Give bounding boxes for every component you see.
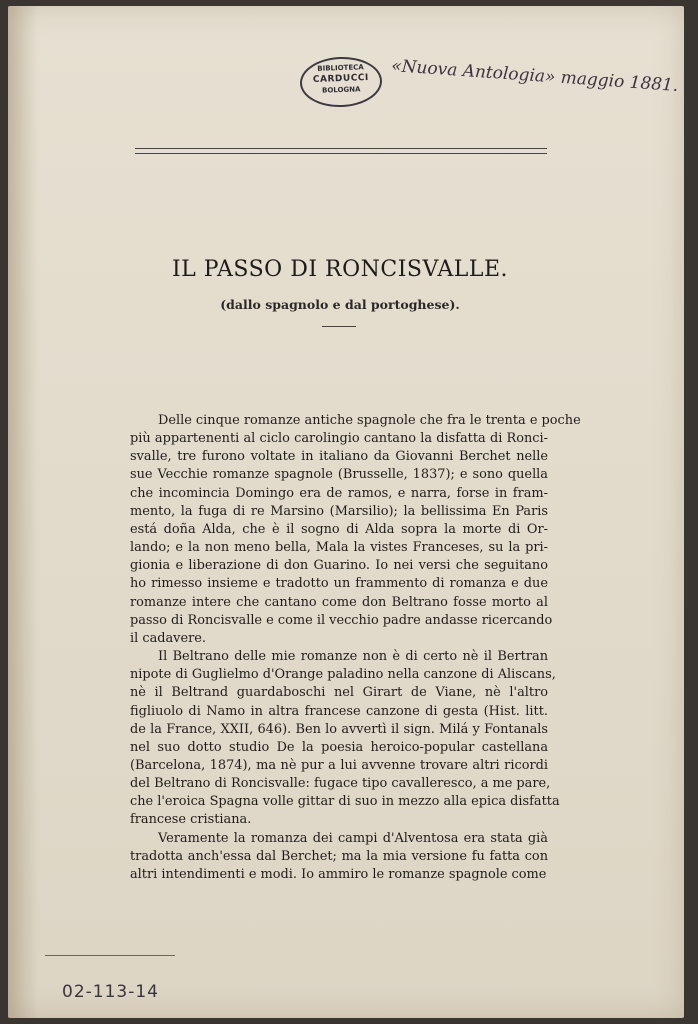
text-line: del Beltrano di Roncisvalle: fugace tipo cavalleresco, a me pare,	[130, 776, 551, 792]
text-line: (Barcelona, 1874), ma nè pur a lui avvenne trovare altri ricordi	[130, 757, 548, 773]
text-line: lando; e la non meno bella, Mala la vistes Franceses, su la pri-	[130, 540, 548, 556]
text-line: che l'eroica Spagna volle gittar di suo in mezzo alla epica disfatta	[130, 794, 560, 810]
page-binding-shadow	[8, 6, 38, 1018]
text-line: figliuolo di Namo in altra francese canzone di gesta (Hist. litt.	[130, 703, 548, 719]
shelfmark: 02-113-14	[62, 982, 159, 1002]
text-line: altri intendimenti e modi. Io ammiro le romanze spagnole come	[130, 866, 547, 882]
text-line: ho rimesso insieme e tradotto un frammento di romanza e due	[130, 576, 548, 592]
stamp-line-1: BIBLIOTECA	[317, 63, 364, 73]
text-line: sue Vecchie romanze spagnole (Brusselle, 1837); e sono quella	[130, 467, 548, 483]
text-line: il cadavere.	[130, 630, 206, 646]
text-line: mento, la fuga di re Marsino (Marsilio); la bellissima En Paris	[130, 503, 548, 519]
text-line: nel suo dotto studio De la poesia heroico-popular castellana	[130, 739, 548, 755]
text-line: Il Beltrano delle mie romanze non è di certo nè il Bertran	[158, 649, 548, 665]
page-title: IL PASSO DI RONCISVALLE.	[171, 257, 509, 282]
text-line: gionia e liberazione di don Guarino. Io nei versi che seguitano	[130, 558, 548, 574]
title-divider	[322, 326, 356, 327]
text-line: più appartenenti al ciclo carolingio cantano la disfatta di Ronci-	[130, 431, 548, 447]
text-line: svalle, tre furono voltate in italiano da Giovanni Berchet nelle	[130, 449, 548, 465]
header-double-rule	[135, 148, 547, 154]
text-line: romanze intere che cantano come don Beltrano fosse morto al	[130, 594, 548, 610]
text-line: está doña Alda, che è il sogno di Alda sopra la morte di Or-	[130, 521, 548, 537]
text-line: francese cristiana.	[130, 812, 252, 828]
text-line: che incomincia Domingo era de ramos, e narra, forse in fram-	[130, 485, 548, 501]
page-subtitle: (dallo spagnolo e dal portoghese).	[220, 297, 460, 312]
text-line: passo di Roncisvalle e come il vecchio padre andasse ricercando	[130, 612, 553, 628]
text-line: nipote di Guglielmo d'Orange paladino nella canzone di Aliscans,	[130, 667, 556, 683]
handwritten-note: «Nuova Antologia» maggio 1881.	[390, 56, 679, 97]
text-line: nè il Beltrand guardaboschi nel Girart de Viane, nè l'altro	[130, 685, 548, 701]
stamp-line-2: CARDUCCI	[312, 73, 369, 85]
margin-line	[45, 955, 175, 956]
text-line: Delle cinque romanze antiche spagnole che fra le trenta e poche	[158, 413, 581, 428]
text-line: tradotta anch'essa dal Berchet; ma la mia versione fu fatta con	[130, 848, 548, 864]
text-line: de la France, XXII, 646). Ben lo avvertì il sign. Milá y Fontanals	[130, 721, 548, 737]
text-line: Veramente la romanza dei campi d'Alventosa era stata già	[158, 830, 548, 846]
body-text	[130, 412, 581, 884]
stamp-line-3: BOLOGNA	[321, 85, 361, 95]
